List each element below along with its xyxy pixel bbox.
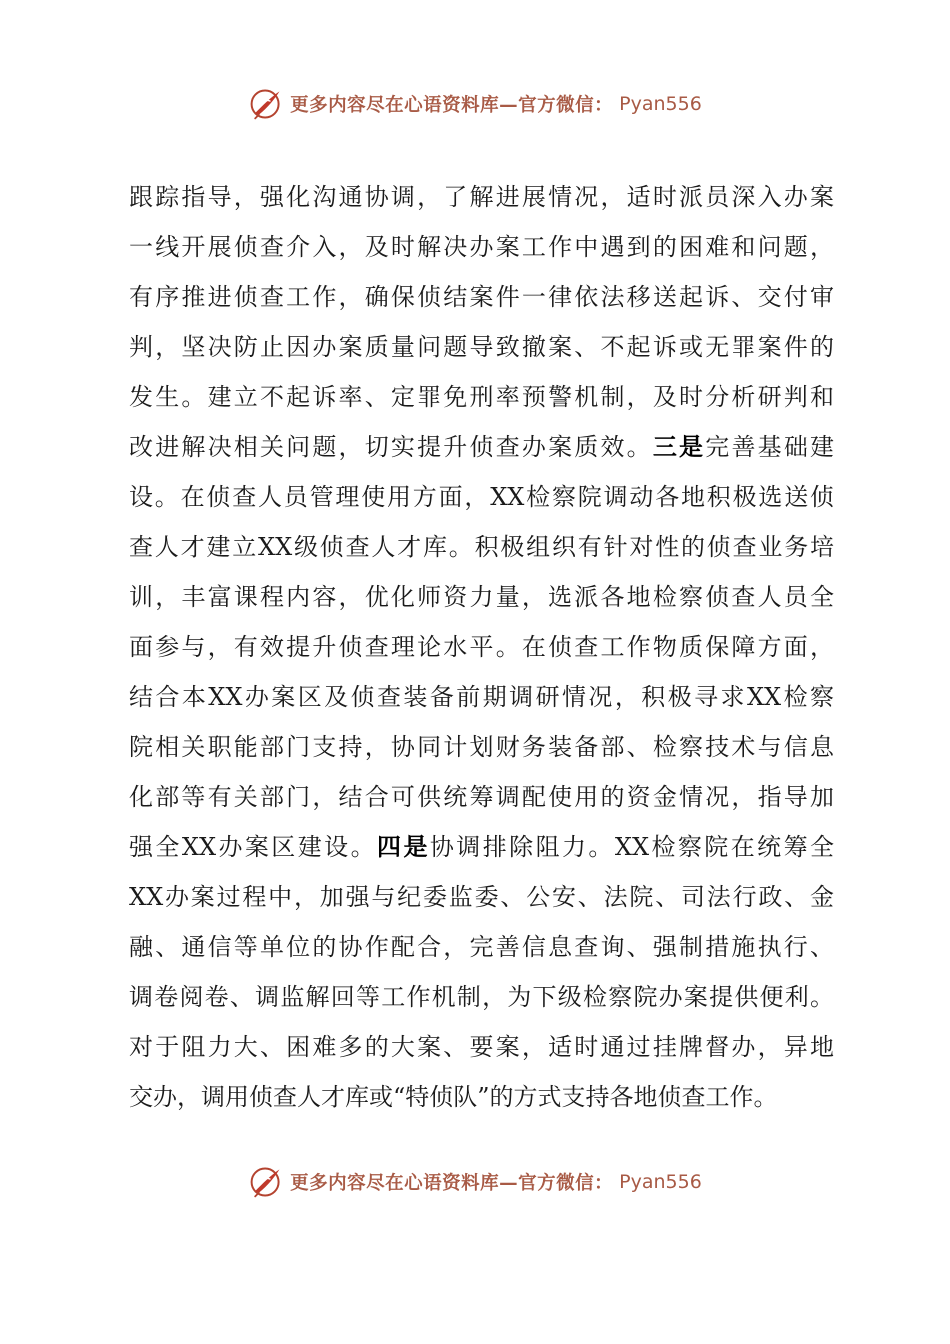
bold-heading-marker: 三是 <box>652 432 706 461</box>
bold-heading-marker: 四是 <box>377 832 430 861</box>
text-line: 面参与，有效提升侦查理论水平。在侦查工作物质保障方面， <box>129 633 834 661</box>
text-line: 化部等有关部门，结合可供统筹调配使用的资金情况，指导加 <box>129 783 834 811</box>
text-line: 院相关职能部门支持，协同计划财务装备部、检察技术与信息 <box>129 733 834 761</box>
body-paragraph <box>129 172 834 1122</box>
text-line: 训，丰富课程内容，优化师资力量，选派各地检察侦查人员全 <box>129 583 834 611</box>
text-segment: 改进解决相关问题，切实提升侦查办案质效。 <box>129 433 653 461</box>
banner-wechat-id: Pyan556 <box>619 93 702 115</box>
text-line: 结合本XX办案区及侦查装备前期调研情况，积极寻求XX检察 <box>129 683 834 711</box>
text-segment: 强全XX办案区建设。 <box>129 833 378 861</box>
text-line: XX办案过程中，加强与纪委监委、公安、法院、司法行政、金 <box>129 883 834 911</box>
text-line: 一线开展侦查介入，及时解决办案工作中遇到的困难和问题， <box>129 233 834 261</box>
text-line: 有序推进侦查工作，确保侦结案件一律依法移送起诉、交付审 <box>129 283 834 311</box>
banner-wechat-id: Pyan556 <box>619 1171 702 1193</box>
footer-watermark-banner <box>0 1162 950 1202</box>
text-segment: 完善基础建 <box>705 433 835 461</box>
text-line <box>129 822 834 872</box>
banner-text: 更多内容尽在心语资料库—官方微信： <box>290 1173 614 1194</box>
text-line: 对于阻力大、困难多的大案、要案，适时通过挂牌督办，异地 <box>129 1033 834 1061</box>
text-line: 设。在侦查人员管理使用方面，XX检察院调动各地积极选送侦 <box>129 483 834 511</box>
header-watermark-banner <box>0 84 950 124</box>
pen-nib-logo-icon <box>248 1164 284 1200</box>
text-line: 查人才建立XX级侦查人才库。积极组织有针对性的侦查业务培 <box>129 533 834 561</box>
banner-text: 更多内容尽在心语资料库—官方微信： <box>290 95 614 116</box>
text-line <box>129 422 834 472</box>
text-segment: 协调排除阻力。XX检察院在统筹全 <box>429 833 835 861</box>
text-line: 跟踪指导，强化沟通协调，了解进展情况，适时派员深入办案 <box>129 183 834 211</box>
text-line: 调卷阅卷、调监解回等工作机制，为下级检察院办案提供便利。 <box>129 983 834 1011</box>
text-line: 交办，调用侦查人才库或“特侦队”的方式支持各地侦查工作。 <box>129 1083 778 1111</box>
text-line: 发生。建立不起诉率、定罪免刑率预警机制，及时分析研判和 <box>129 383 834 411</box>
text-line: 判，坚决防止因办案质量问题导致撤案、不起诉或无罪案件的 <box>129 333 834 361</box>
text-line: 融、通信等单位的协作配合，完善信息查询、强制措施执行、 <box>129 933 834 961</box>
pen-nib-logo-icon <box>248 86 284 122</box>
